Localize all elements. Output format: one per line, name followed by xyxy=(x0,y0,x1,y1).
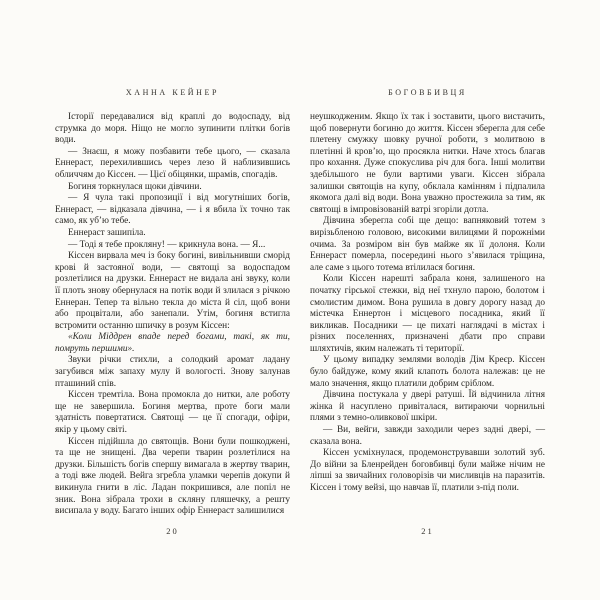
running-header-left: ХАННА КЕЙНЕР xyxy=(125,88,220,97)
paragraph: Дівчина зберегла собі ще дещо: вапняковий тотем з вирізьбленою головою, високими вилицями й порожніми очима. За розміром він був майже як її долоня. Коли Еннераст померла, посередині нього з’явилася тріщина, але саме з цього тотема втілилася богиня. xyxy=(310,216,545,273)
page-right xyxy=(310,88,545,600)
page-number-right: 21 xyxy=(421,526,434,536)
paragraph: Дівчина постукала у двері ратуші. Їй відчинила літня жінка й насуплено привіталася, витираючи чорнильні плями з темно-оливкової шкіри. xyxy=(310,390,545,424)
paragraph: — Я чула такі пропозиції і від могутніших богів, Еннераст, — відказала дівчина, — і я вбила їх точно так само, як уб’ю тебе. xyxy=(55,193,290,227)
page-body-right xyxy=(310,112,545,495)
paragraph: Кіссен тремтіла. Вона промокла до нитки, але роботу ще не завершила. Богиня мертва, проте боги мали здатність повертатися. Святощі — це її спогади, офіри, якір у цьому світі. xyxy=(55,390,290,436)
paragraph: — Знаєш, я можу позбавити тебе цього, — сказала Еннераст, перехилившись через лезо й наблизившись обличчям до Кіссен. — Цієї обіцянки, шрамів, спогадів. xyxy=(55,146,290,180)
page-number-left: 20 xyxy=(166,526,179,536)
paragraph: Кіссен підійшла до святощів. Вони були пошкоджені, та ще не знищені. Два черепи тварин розлетілися на друзки. Більшість богів спершу вимагала в жертву тварин, а тоді вже людей. Вейга згребла уламки черепів докупи й викинула гнити в ліс. Ладан покришився, але попіл не зник. Вона зібрала трохи в скляну пляшечку, а решту висипала у воду. Багато інших офір Еннераст залишилися xyxy=(55,436,290,517)
paragraph: Кіссен вирвала меч із боку богині, вивільнивши сморід крові й застояної води, — святощі за водоспадом розлетілися на друзки. Еннераст не видала ані звуку, коли її плоть знову обернулася на потік води й злилася з річкою Еннеран. Тепер та вільно текла до міста й сіл, щоб вони або процвітали, або занепали. Утім, богиня встигла встромити останню шпичку в розум Кіссен: xyxy=(55,251,290,331)
paragraph: Історії передавалися від краплі до водоспаду, від струмка до моря. Ніщо не могло зупинити плітки богів води. xyxy=(55,112,290,146)
paragraph: Звуки річки стихли, а солодкий аромат ладану загубився між запаху мулу й вологості. Знову залунав пташиний спів. xyxy=(55,355,290,389)
running-header-right: БОГОВБИВЦЯ xyxy=(388,88,467,97)
paragraph: Кіссен усміхнулася, продемонструвавши золотий зуб. До війни за Бленрейден боговбивці були майже нічим не ліпші за звичайних головорізів чи мисливців на паразитів. Кіссен і тому вейзі, що навчав її, платили з-під поли. xyxy=(310,448,545,493)
paragraph: — Тоді я тебе прокляну! — крикнула вона. — Я... xyxy=(68,239,266,250)
page-left xyxy=(55,88,290,600)
paragraph: «Коли Міддрен впаде перед богами, такі, як ти, помруть першими». xyxy=(55,332,290,354)
paragraph: — Ви, вейги, завжди заходили через задні двері, — сказала вона. xyxy=(310,425,545,447)
paragraph: Еннераст зашипіла. xyxy=(68,227,146,238)
paragraph: У цьому випадку землями володів Дім Креєр. Кіссен було байдуже, кому який клапоть болота належав: це не мало значення, якщо платили добрим сріблом. xyxy=(310,355,545,389)
paragraph: неушкодженим. Якщо їх так і зоставити, цього вистачить, щоб повернути богиню до життя. Кіссен зберегла для себе плетену смужку шовку ручної роботи, з молитвою в плетінні й кров’ю, що просякла нитки. Наче хтось благав про кохання. Дуже спокуслива річ для бога. Інші молитви здебільшого не були вартими уваги. Кіссен зібрала залишки святощів на купу, обклала камінням і підпалила якомога далі від води. Вона уважно простежила за тим, як святощі в імпровізованій ватрі згоріли дотла. xyxy=(310,112,545,215)
paragraph: Богиня торкнулася щоки дівчини. xyxy=(68,181,202,192)
page-body-left xyxy=(55,112,290,518)
paragraph: Коли Кіссен нарешті забрала коня, залишеного на початку гірської стежки, від неї тхнуло парою, болотом і смолистим димом. Вона рушила в довгу дорогу назад до містечка Еннертон і місцевого посадника, який її викликав. Посадники — це пихаті наглядачі в містах і різних поселеннях, призначені дбати про справи шляхтичів, яким належать ті території. xyxy=(310,274,545,354)
